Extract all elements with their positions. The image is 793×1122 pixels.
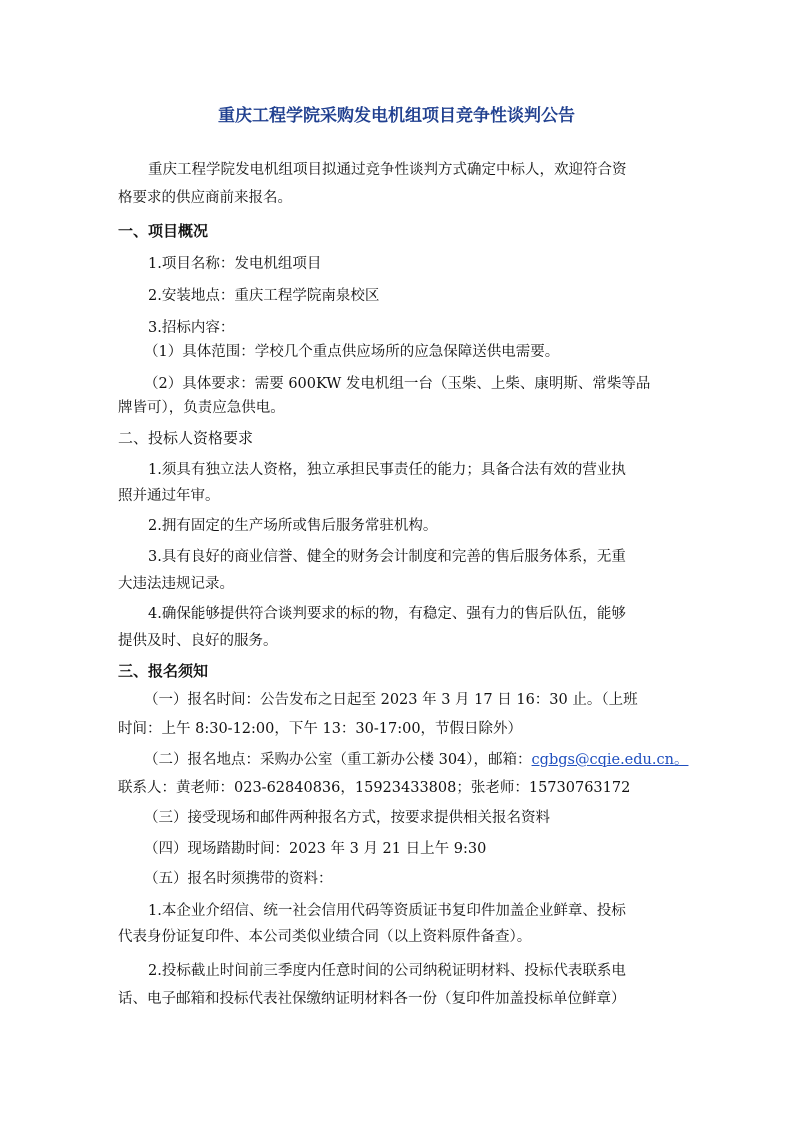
overview-item-location: 2.安装地点：重庆工程学院南泉校区 [148, 288, 380, 304]
overview-requirement-line-1: （2）具体要求：需要 600KW 发电机组一台（玉柴、上柴、康明斯、常柴等品 [144, 376, 651, 392]
qualification-1-line-2: 照并通过年审。 [118, 488, 220, 504]
registration-location-text: （二）报名地点：采购办公室（重工新办公楼 304），邮箱： [144, 752, 532, 768]
material-1-line-1: 1.本企业介绍信、统一社会信用代码等资质证书复印件加盖企业鲜章、投标 [148, 903, 626, 919]
material-2-line-2: 话、电子邮箱和投标代表社保缴纳证明材料各一份（复印件加盖投标单位鲜章） [118, 991, 626, 1007]
registration-email-link[interactable]: cgbgs@cqie.edu.cn。 [531, 752, 689, 768]
required-materials-heading: （五）报名时须携带的资料： [144, 871, 333, 887]
overview-scope: （1）具体范围：学校几个重点供应场所的应急保障送供电需要。 [144, 344, 560, 360]
material-2-line-1: 2.投标截止时间前三季度内任意时间的公司纳税证明材料、投标代表联系电 [148, 963, 626, 979]
site-visit-time: （四）现场踏勘时间：2023 年 3 月 21 日上午 9:30 [144, 841, 487, 857]
qualification-2: 2.拥有固定的生产场所或售后服务常驻机构。 [148, 518, 438, 534]
registration-methods: （三）接受现场和邮件两种报名方式，按要求提供相关报名资料 [144, 810, 550, 826]
material-1-line-2: 代表身份证复印件、本公司类似业绩合同（以上资料原件备查）。 [118, 929, 532, 945]
qualification-3-line-1: 3.具有良好的商业信誉、健全的财务会计制度和完善的售后服务体系，无重 [148, 549, 626, 565]
section-heading-overview: 一、项目概况 [118, 222, 209, 240]
overview-requirement-line-2: 牌皆可），负责应急供电。 [118, 400, 285, 416]
registration-location-line-1 [144, 750, 688, 770]
qualification-3-line-2: 大违法违规记录。 [118, 576, 234, 592]
registration-contacts: 联系人：黄老师：023-62840836，15923433808；张老师：15730763172 [118, 780, 631, 796]
section-heading-registration: 三、报名须知 [118, 662, 209, 680]
qualification-1-line-1: 1.须具有独立法人资格，独立承担民事责任的能力；具备合法有效的营业执 [148, 462, 626, 478]
overview-item-content: 3.招标内容： [148, 320, 235, 336]
qualification-4-line-2: 提供及时、良好的服务。 [118, 633, 278, 649]
registration-time-line-2: 时间：上午 8:30-12:00，下午 13：30-17:00，节假日除外） [118, 721, 523, 737]
registration-time-line-1: （一）报名时间：公告发布之日起至 2023 年 3 月 17 日 16：30 止。（上班 [144, 692, 638, 708]
qualification-4-line-1: 4.确保能够提供符合谈判要求的标的物，有稳定、强有力的售后队伍，能够 [148, 606, 626, 622]
section-heading-qualification: 二、投标人资格要求 [118, 429, 254, 447]
intro-line-2: 格要求的供应商前来报名。 [118, 190, 292, 206]
overview-item-name: 1.项目名称：发电机组项目 [148, 256, 322, 272]
document-title: 重庆工程学院采购发电机组项目竞争性谈判公告 [218, 106, 575, 126]
intro-line-1: 重庆工程学院发电机组项目拟通过竞争性谈判方式确定中标人，欢迎符合资 [148, 162, 627, 178]
